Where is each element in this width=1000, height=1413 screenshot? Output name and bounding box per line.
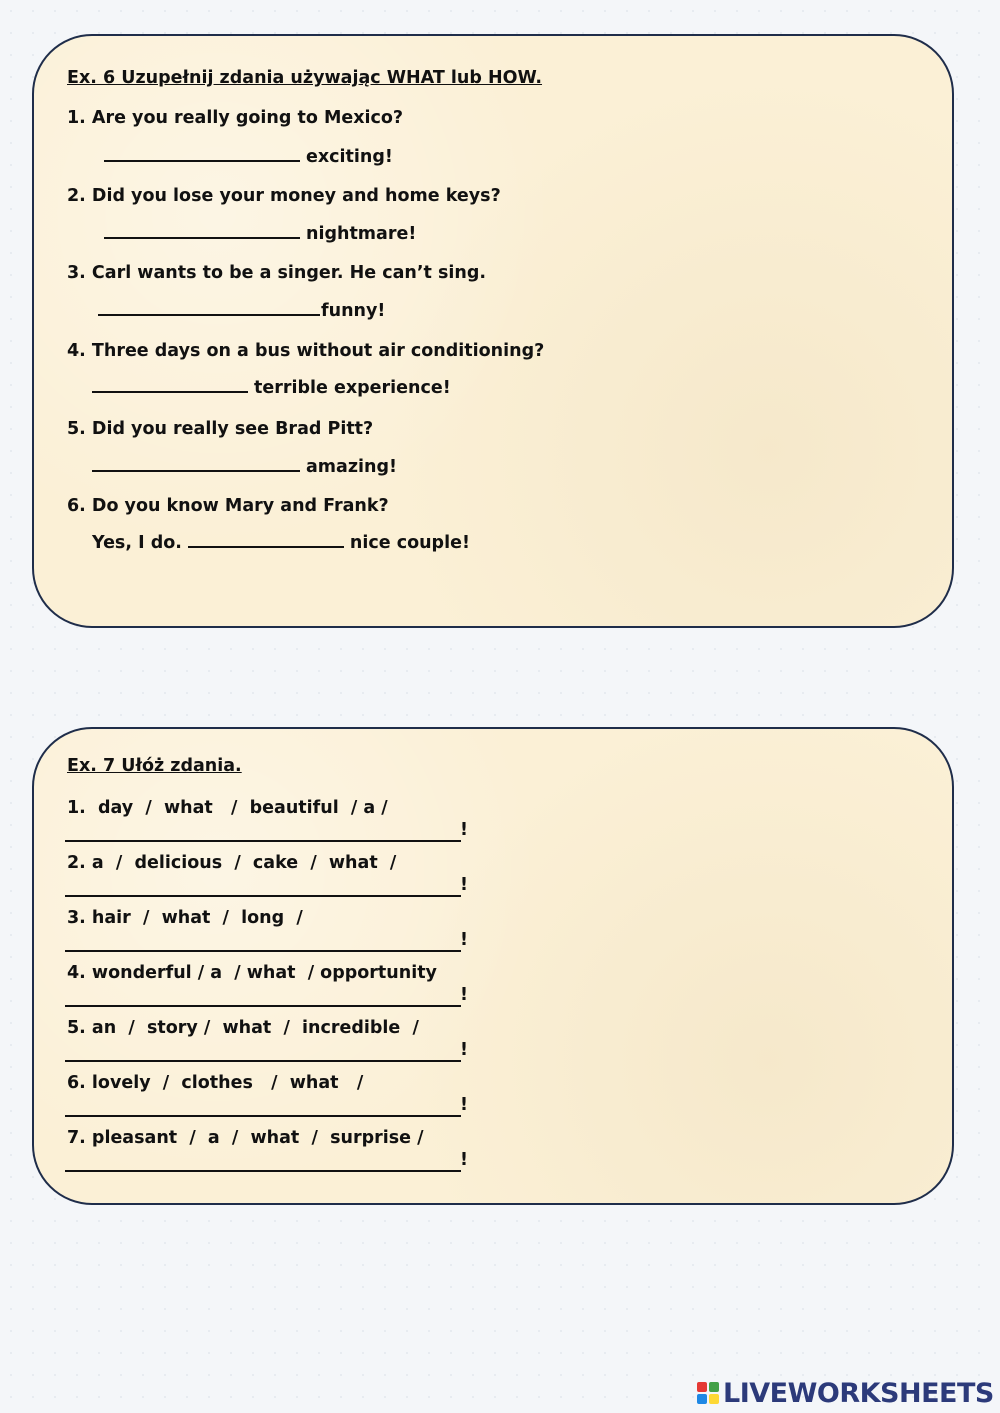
answer-blank[interactable] xyxy=(104,222,300,239)
exercise-6-card xyxy=(32,34,954,628)
exclamation-mark: ! xyxy=(460,1040,468,1060)
ex7-prompt-4: 4. wonderful / a / what / opportunity xyxy=(67,963,437,983)
ex7-answer-line-2[interactable] xyxy=(65,878,461,897)
answer-blank[interactable] xyxy=(104,145,300,162)
ex7-prompt-7: 7. pleasant / a / what / surprise / xyxy=(67,1128,424,1148)
exclamation-mark: ! xyxy=(460,1095,468,1115)
ex7-answer-line-3[interactable] xyxy=(65,933,461,952)
liveworksheets-logo[interactable] xyxy=(697,1378,994,1408)
exclamation-mark: ! xyxy=(460,875,468,895)
ex7-answer-line-5[interactable] xyxy=(65,1043,461,1062)
ex6-question-4: 4. Three days on a bus without air conditioning? xyxy=(67,341,545,361)
liveworksheets-logo-text: LIVEWORKSHEETS xyxy=(723,1377,994,1409)
logo-square-icon xyxy=(709,1394,719,1404)
ex7-answer-line-7[interactable] xyxy=(65,1153,461,1172)
ex7-answer-line-4[interactable] xyxy=(65,988,461,1007)
ex6-answer-line-6: Yes, I do. nice couple! xyxy=(92,533,470,553)
ex7-prompt-1: 1. day / what / beautiful / a / xyxy=(67,798,388,818)
ex7-prompt-3: 3. hair / what / long / xyxy=(67,908,303,928)
ex6-answer-line-1: exciting! xyxy=(104,145,393,167)
ex7-answer-line-1[interactable] xyxy=(65,823,461,842)
exclamation-mark: ! xyxy=(460,985,468,1005)
ex7-prompt-6: 6. lovely / clothes / what / xyxy=(67,1073,364,1093)
ex6-answer-line-3: funny! xyxy=(98,299,385,321)
logo-square-icon xyxy=(697,1382,707,1392)
ex6-question-5: 5. Did you really see Brad Pitt? xyxy=(67,419,374,439)
ex6-question-2: 2. Did you lose your money and home keys? xyxy=(67,186,501,206)
exercise-7-card xyxy=(32,727,954,1205)
exclamation-mark: ! xyxy=(460,930,468,950)
liveworksheets-logo-icon xyxy=(697,1382,719,1404)
logo-square-icon xyxy=(709,1382,719,1392)
ex6-answer-line-2: nightmare! xyxy=(104,222,416,244)
ex6-question-1: 1. Are you really going to Mexico? xyxy=(67,108,404,128)
answer-blank[interactable] xyxy=(98,299,320,316)
answer-blank[interactable] xyxy=(188,531,344,548)
answer-blank[interactable] xyxy=(92,455,300,472)
exclamation-mark: ! xyxy=(460,820,468,840)
ex6-question-3: 3. Carl wants to be a singer. He can’t sing. xyxy=(67,263,487,283)
ex7-answer-line-6[interactable] xyxy=(65,1098,461,1117)
logo-square-icon xyxy=(697,1394,707,1404)
ex7-prompt-5: 5. an / story / what / incredible / xyxy=(67,1018,419,1038)
ex6-answer-line-5: amazing! xyxy=(92,455,397,477)
answer-blank[interactable] xyxy=(92,376,248,393)
ex6-answer-line-4: terrible experience! xyxy=(92,376,451,398)
ex7-prompt-2: 2. a / delicious / cake / what / xyxy=(67,853,397,873)
exercise-6-heading: Ex. 6 Uzupełnij zdania używając WHAT lub HOW. xyxy=(67,68,543,88)
exclamation-mark: ! xyxy=(460,1150,468,1170)
exercise-7-heading: Ex. 7 Ułóż zdania. xyxy=(67,756,242,776)
ex6-question-6: 6. Do you know Mary and Frank? xyxy=(67,496,389,516)
